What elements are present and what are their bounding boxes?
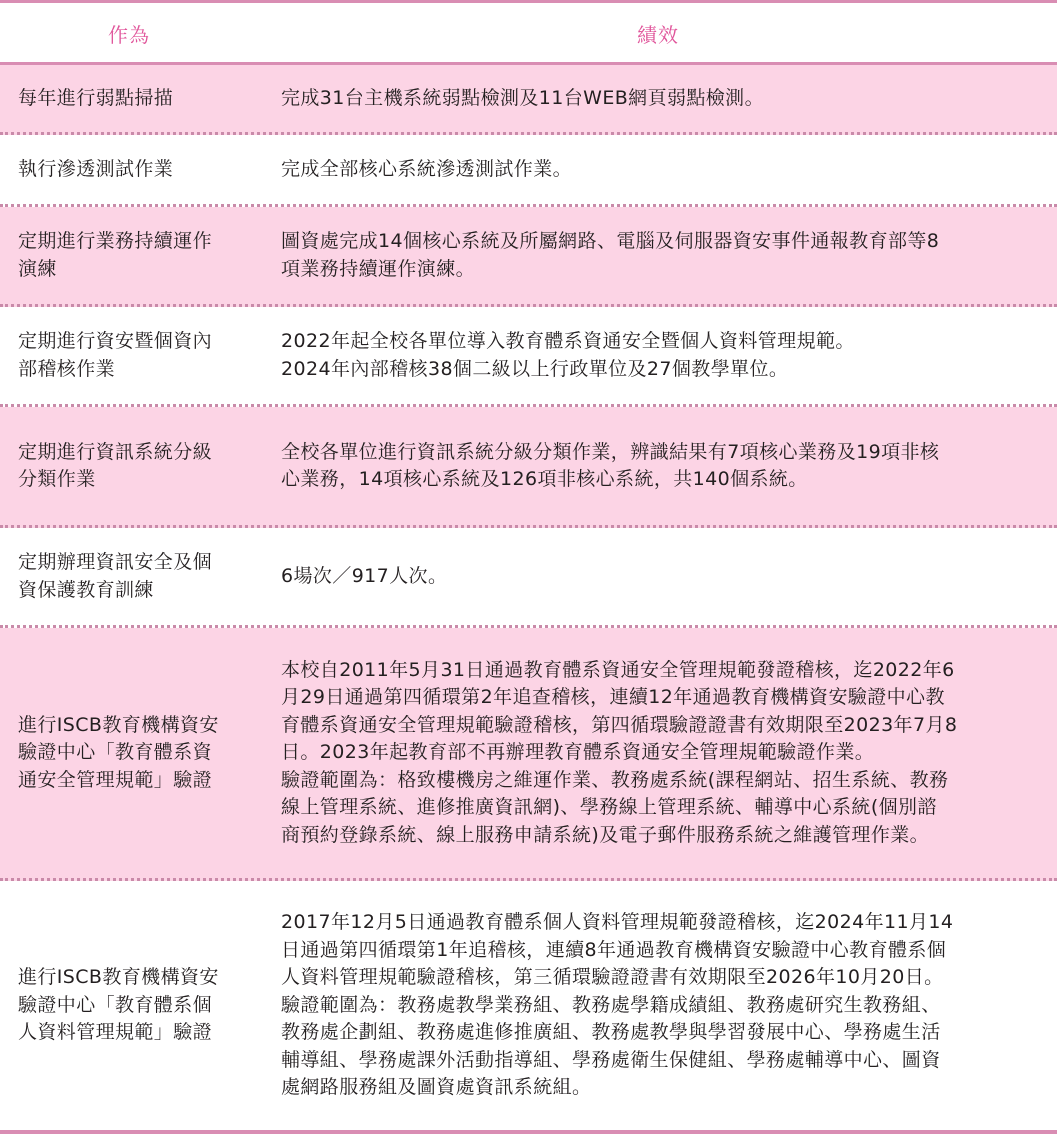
action-text: 執行滲透測試作業 xyxy=(18,157,174,180)
result-text: 本校自2011年5月31日通過教育體系資通安全管理規範發證稽核，迄2022年6 月29日通過第四循環第2年追查稽核，連續12年通過教育機構資安驗證中心教 育體系資通安全管理規範驗證稽核，第四循環驗證證書有效期限至2023年7月8 日。2023年起教育部不再辦理教育體系資通安全管理規範驗證作業。 驗證範圍為：格致樓機房之維運作業、教務處系統(課程網站、招生系統、教務 線上管理系統、進修推廣資訊網)、學務線上管理系統、輔導中心系統(個別諮 商預約登錄系統、線上服務申請系統)及電子郵件服務系統之維護管理作業。 xyxy=(281,658,958,846)
header-result: 績效 xyxy=(637,23,679,47)
action-cell xyxy=(18,407,263,525)
result-cell xyxy=(281,528,1043,625)
result-text: 6場次／917人次。 xyxy=(281,564,448,587)
result-cell xyxy=(281,135,1043,204)
table-row xyxy=(0,135,1057,207)
result-text: 2022年起全校各單位導入教育體系資通安全暨個人資料管理規範。 2024年內部稽核38個二級以上行政單位及27個教學單位。 xyxy=(281,330,855,380)
action-cell xyxy=(18,881,263,1130)
action-text: 定期進行資安暨個資內 部稽核作業 xyxy=(18,330,213,380)
table-header xyxy=(0,3,1057,65)
result-cell xyxy=(281,65,1043,132)
table-row xyxy=(0,881,1057,1134)
table-row xyxy=(0,65,1057,135)
table-row xyxy=(0,407,1057,528)
action-cell xyxy=(18,307,263,404)
action-cell xyxy=(18,65,263,132)
action-cell xyxy=(18,207,263,304)
result-text: 完成31台主機系統弱點檢測及11台WEB網頁弱點檢測。 xyxy=(281,86,764,109)
header-action: 作為 xyxy=(108,23,150,47)
table-row xyxy=(0,628,1057,881)
action-text: 每年進行弱點掃描 xyxy=(18,86,174,109)
result-cell xyxy=(281,207,1043,304)
result-text: 2017年12月5日通過教育體系個人資料管理規範發證稽核，迄2024年11月14 日通過第四循環第1年追稽核，連續8年通過教育機構資安驗證中心教育體系個 人資料管理規範驗證稽核，第三循環驗證證書有效期限至2026年10月20日。 驗證範圍為：教務處教學業務組、教務處學籍成績組、教務處研究生教務組、 教務處企劃組、教務處進修推廣組、教務處教學與學習發展中心、學務處生活 輔導組、學務處課外活動指導組、學務處衛生保健組、學務處輔導中心、圖資 處網路服務組及圖資處資訊系統組。 xyxy=(281,911,954,1099)
result-text: 全校各單位進行資訊系統分級分類作業，辨識結果有7項核心業務及19項非核 心業務，14項核心系統及126項非核心系統，共140個系統。 xyxy=(281,440,940,490)
action-cell xyxy=(18,528,263,625)
action-text: 定期進行業務持續運作 演練 xyxy=(18,230,213,280)
result-cell xyxy=(281,407,1043,525)
result-text: 圖資處完成14個核心系統及所屬網路、電腦及伺服器資安事件通報教育部等8 項業務持續運作演練。 xyxy=(281,230,940,280)
result-text: 完成全部核心系統滲透測試作業。 xyxy=(281,157,573,180)
table-row xyxy=(0,307,1057,407)
action-text: 進行ISCB教育機構資安 驗證中心「教育體系個 人資料管理規範」驗證 xyxy=(18,966,219,1044)
table-row xyxy=(0,207,1057,307)
action-text: 定期進行資訊系統分級 分類作業 xyxy=(18,440,213,490)
table-row xyxy=(0,528,1057,628)
result-cell xyxy=(281,628,1043,878)
action-text: 定期辦理資訊安全及個 資保護教育訓練 xyxy=(18,551,213,601)
action-cell xyxy=(18,135,263,204)
result-cell xyxy=(281,881,1043,1130)
result-cell xyxy=(281,307,1043,404)
action-cell xyxy=(18,628,263,878)
action-text: 進行ISCB教育機構資安 驗證中心「教育體系資 通安全管理規範」驗證 xyxy=(18,713,219,791)
